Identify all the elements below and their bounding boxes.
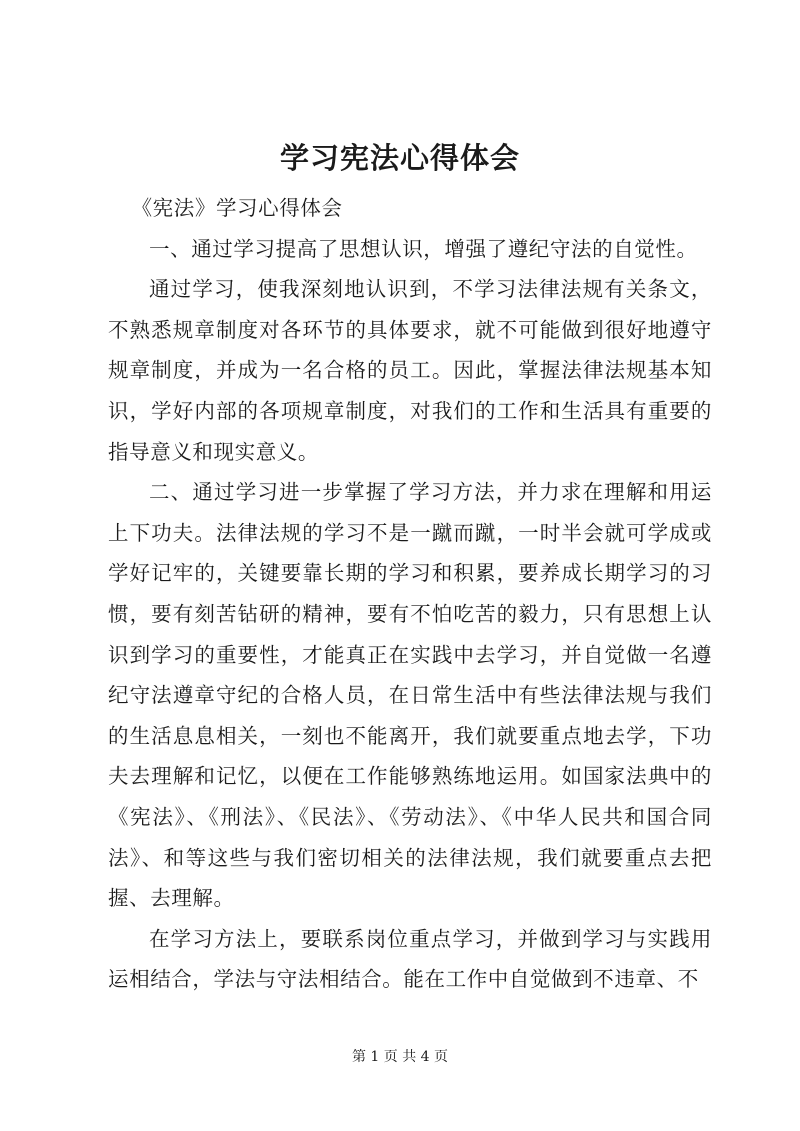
body-paragraph: 通过学习，使我深刻地认识到，不学习法律法规有关条文，不熟悉规章制度对各环节的具体要求，就不可能做到很好地遵守规章制度，并成为一名合格的员工。因此，掌握法律法规基本知识，学好内部的各项规章制度，对我们的工作和生活具有重要的指导意义和现实意义。 xyxy=(108,277,712,464)
section-two-paragraph: 二、通过学习进一步掌握了学习方法，并力求在理解和用运上下功夫。法律法规的学习不是一蹴而蹴，一时半会就可学成或学好记牢的，关键要靠长期的学习和积累，要养成长期学习的习惯，要有刻苦钻研的精神，要有不怕吃苦的毅力，只有思想上认识到学习的重要性，才能真正在实践中去学习，并自觉做一名遵纪守法遵章守纪的合格人员，在日常生活中有些法律法规与我们的生活息息相关，一刻也不能离开，我们就要重点地去学，下功夫去理解和记忆，以便在工作能够熟练地运用。如国家法典中的《宪法》、《刑法》、《民法》、《劳动法》、《中华人民共和国合同法》、和等这些与我们密切相关的法律法规，我们就要重点去把握、去理解。 xyxy=(108,480,712,911)
document-body xyxy=(108,188,712,1000)
page-number-footer: 第 1 页 共 4 页 xyxy=(351,1049,449,1065)
section-one-heading: 一、通过学习提高了思想认识，增强了遵纪守法的自觉性。 xyxy=(149,236,698,261)
subtitle-paragraph: 《宪法》学习心得体会 xyxy=(131,196,343,220)
body-paragraph: 在学习方法上，要联系岗位重点学习，并做到学习与实践用运相结合，学法与守法相结合。能在工作中自觉做到不违章、不 xyxy=(108,926,712,992)
document-title: 学习宪法心得体会 xyxy=(279,141,520,175)
